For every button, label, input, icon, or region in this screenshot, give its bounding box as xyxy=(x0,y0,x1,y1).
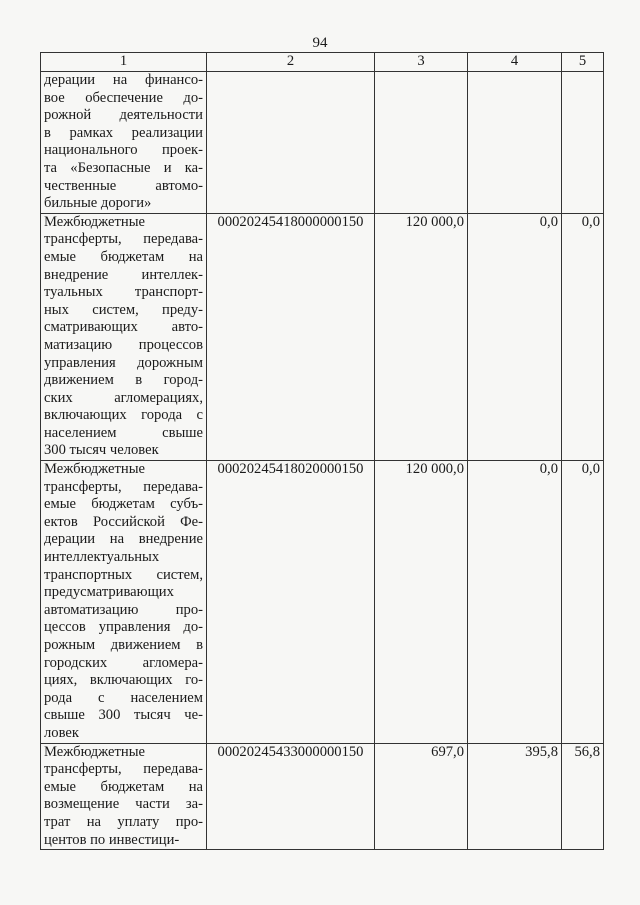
description-line: транспортных систем, xyxy=(44,566,203,583)
description-line: дерации на финансо- xyxy=(44,72,203,88)
classification-code xyxy=(207,72,375,214)
description-line: матизацию процессов xyxy=(44,336,203,353)
row-description xyxy=(41,72,207,214)
classification-code: 00020245418000000150 xyxy=(207,213,375,460)
header-row xyxy=(41,53,604,72)
description-line: управления дорожным xyxy=(44,354,203,371)
value-col3: 120 000,0 xyxy=(375,213,468,460)
description-line: национального проек- xyxy=(44,142,203,159)
page-number: 94 xyxy=(312,35,328,51)
row-description xyxy=(41,213,207,460)
value-col4: 0,0 xyxy=(468,461,562,744)
value-col3: 120 000,0 xyxy=(375,461,468,744)
table-body xyxy=(41,72,604,850)
description-line: предусматривающих xyxy=(44,584,174,601)
description-line: в рамках реализации xyxy=(44,124,203,141)
description-line: бильные дороги» xyxy=(44,195,152,212)
description-line: Межбюджетные xyxy=(44,213,146,230)
column-header: 4 xyxy=(468,53,562,72)
description-line: чественные автомо- xyxy=(44,177,203,194)
table-row xyxy=(41,213,604,460)
description-line: та «Безопасные и ка- xyxy=(44,159,203,176)
value-col5: 0,0 xyxy=(562,213,604,460)
description-line: населением свыше xyxy=(44,424,203,441)
budget-table xyxy=(40,52,604,850)
description-line: ектов Российской Фе- xyxy=(44,513,203,530)
description-line: центов по инвестици- xyxy=(44,831,180,848)
description-line: рожной деятельности xyxy=(44,107,203,124)
classification-code: 00020245433000000150 xyxy=(207,743,375,850)
description-line: ловек xyxy=(44,724,79,741)
value-col4: 395,8 xyxy=(468,743,562,850)
description-line: возмещение части за- xyxy=(44,796,203,813)
column-header: 3 xyxy=(375,53,468,72)
column-header: 5 xyxy=(562,53,604,72)
description-line: внедрение интеллек- xyxy=(44,266,203,283)
description-line: городских агломера- xyxy=(44,654,203,671)
value-col3: 697,0 xyxy=(375,743,468,850)
description-line: автоматизацию про- xyxy=(44,601,203,618)
description-line: туальных транспорт- xyxy=(44,284,203,301)
description-line: рожным движением в xyxy=(44,637,203,653)
description-line: емые бюджетам субъ- xyxy=(44,496,203,513)
value-col4: 0,0 xyxy=(468,213,562,460)
value-col5: 0,0 xyxy=(562,461,604,744)
description-line: ских агломерациях, xyxy=(44,389,203,406)
value-col4 xyxy=(468,72,562,214)
description-line: Межбюджетные xyxy=(44,743,146,760)
table-row xyxy=(41,461,604,744)
column-header: 1 xyxy=(41,53,207,72)
description-line: Межбюджетные xyxy=(44,461,146,478)
value-col3 xyxy=(375,72,468,214)
description-line: интеллектуальных xyxy=(44,549,160,566)
description-line: включающих города с xyxy=(44,407,203,424)
description-line: трат на уплату про- xyxy=(44,813,203,830)
description-line: 300 тысяч человек xyxy=(44,442,159,459)
description-line: трансферты, передава- xyxy=(44,478,203,495)
description-line: сматривающих авто- xyxy=(44,319,203,336)
row-description xyxy=(41,743,207,850)
table-row xyxy=(41,743,604,850)
description-line: ных систем, преду- xyxy=(44,301,203,318)
description-line: дерации на внедрение xyxy=(44,531,203,548)
value-col5: 56,8 xyxy=(562,743,604,850)
description-line: цессов управления до- xyxy=(44,619,203,636)
description-line: циях, включающих го- xyxy=(44,672,203,689)
column-header: 2 xyxy=(207,53,375,72)
description-line: рода с населением xyxy=(44,689,203,706)
description-line: вое обеспечение до- xyxy=(44,89,203,106)
table-row xyxy=(41,72,604,214)
description-line: трансферты, передава- xyxy=(44,761,203,778)
description-line: свыше 300 тысяч че- xyxy=(44,707,203,724)
description-line: емые бюджетам на xyxy=(44,248,203,265)
row-description xyxy=(41,461,207,744)
classification-code: 00020245418020000150 xyxy=(207,461,375,744)
description-line: трансферты, передава- xyxy=(44,231,203,248)
value-col5 xyxy=(562,72,604,214)
description-line: емые бюджетам на xyxy=(44,778,203,795)
description-line: движением в город- xyxy=(44,372,203,389)
